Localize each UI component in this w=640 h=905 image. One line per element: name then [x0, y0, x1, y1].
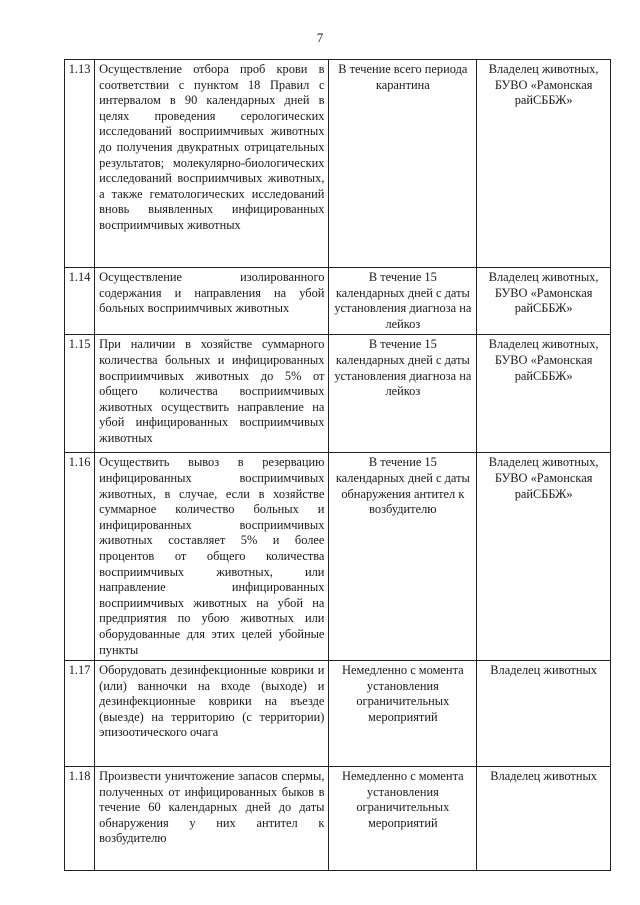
row-number: 1.18	[65, 767, 95, 871]
row-number: 1.14	[65, 268, 95, 335]
row-number: 1.15	[65, 335, 95, 453]
row-number: 1.17	[65, 661, 95, 767]
row-action: Произвести уничтожение запасов спермы, полученных от инфицированных быков в течение 60 календарных дней до даты обнаружения у них антител к возбудителю	[95, 767, 329, 871]
table-row	[65, 453, 611, 661]
table-row	[65, 268, 611, 335]
row-responsible: Владелец животных	[477, 767, 611, 871]
row-action: Осуществление отбора проб крови в соответствии с пунктом 18 Правил с интервалом в 90 календарных дней в целях проведения серологических исследований восприимчивых животных до получения двукратных отрицательных результатов; молекулярно-биологических исследований восприимчивых животных, а также гематологических исследований вновь выявленных инфицированных восприимчивых животных	[95, 60, 329, 268]
table-row	[65, 60, 611, 268]
row-term: В течение 15 календарных дней с даты установления диагноза на лейкоз	[329, 335, 477, 453]
page-number: 7	[316, 30, 324, 45]
row-responsible: Владелец животных	[477, 661, 611, 767]
row-responsible: Владелец животных, БУВО «Рамонская райСББЖ»	[477, 60, 611, 268]
row-action: При наличии в хозяйстве суммарного количества больных и инфицированных восприимчивых животных до 5% от общего количества восприимчивых животных осуществить направление на убой инфицированных восприимчивых животных	[95, 335, 329, 453]
row-number: 1.16	[65, 453, 95, 661]
row-term: Немедленно с момента установления ограничительных мероприятий	[329, 661, 477, 767]
row-action: Осуществить вывоз в резервацию инфицированных восприимчивых животных, в случае, если в хозяйстве суммарное количество больных и инфицированных восприимчивых животных составляет 5% и более процентов от общего количества восприимчивых животных, или направление инфицированных восприимчивых животных на убой на предприятия по убою животных или оборудованные для этих целей убойные пункты	[95, 453, 329, 661]
row-number: 1.13	[65, 60, 95, 268]
table-row	[65, 335, 611, 453]
row-action: Осуществление изолированного содержания и направления на убой больных восприимчивых животных	[95, 268, 329, 335]
table-row	[65, 661, 611, 767]
row-action: Оборудовать дезинфекционные коврики и (или) ванночки на входе (выходе) и дезинфекционные коврики на въезде (выезде) на территорию (с территории) эпизоотического очага	[95, 661, 329, 767]
row-responsible: Владелец животных, БУВО «Рамонская райСББЖ»	[477, 335, 611, 453]
row-term: В течение всего периода карантина	[329, 60, 477, 268]
row-term: В течение 15 календарных дней с даты обнаружения антител к возбудителю	[329, 453, 477, 661]
row-term: Немедленно с момента установления ограничительных мероприятий	[329, 767, 477, 871]
measures-table	[64, 59, 611, 871]
row-term: В течение 15 календарных дней с даты установления диагноза на лейкоз	[329, 268, 477, 335]
row-responsible: Владелец животных, БУВО «Рамонская райСББЖ»	[477, 453, 611, 661]
table-row	[65, 767, 611, 871]
row-responsible: Владелец животных, БУВО «Рамонская райСББЖ»	[477, 268, 611, 335]
